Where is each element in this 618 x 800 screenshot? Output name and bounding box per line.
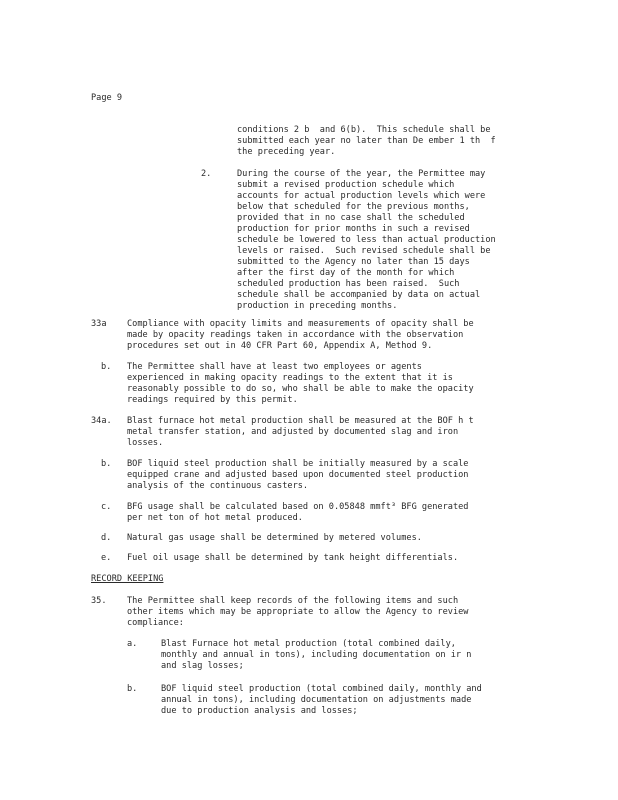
text-line: after the first day of the month for which	[237, 268, 455, 278]
item-label: a.	[127, 639, 138, 649]
text-line: accounts for actual production levels which were	[237, 191, 486, 201]
text-line: Natural gas usage shall be determined by metered volumes.	[127, 533, 422, 543]
text-line: annual in tons), including documentation on adjustments made	[161, 695, 472, 705]
text-line: compliance:	[127, 618, 184, 628]
text-line: readings required by this permit.	[127, 395, 298, 405]
text-line: conditions 2 b and 6(b). This schedule shall be	[237, 125, 491, 135]
text-line: analysis of the continuous casters.	[127, 481, 309, 491]
item-label: 34a.	[91, 416, 112, 426]
text-line: provided that in no case shall the scheduled	[237, 213, 465, 223]
text-line: reasonably possible to do so, who shall be able to make the opacity	[127, 384, 474, 394]
text-line: Blast furnace hot metal production shall be measured at the BOF h t	[127, 416, 474, 426]
text-line: production for prior months in such a revised	[237, 224, 470, 234]
text-line: BOF liquid steel production shall be initially measured by a scale	[127, 459, 469, 469]
item-label: b.	[101, 362, 112, 372]
item-label: d.	[101, 533, 112, 543]
text-line: metal transfer station, and adjusted by documented slag and iron	[127, 427, 459, 437]
text-line: and slag losses;	[161, 661, 244, 671]
text-line: The Permittee shall have at least two employees or agents	[127, 362, 422, 372]
text-line: the preceding year.	[237, 147, 336, 157]
item-label: 35.	[91, 596, 107, 606]
text-line: scheduled production has been raised. Such	[237, 279, 460, 289]
text-line: monthly and annual in tons), including documentation on ir n	[161, 650, 472, 660]
text-line: Blast Furnace hot metal production (total combined daily,	[161, 639, 456, 649]
text-line: made by opacity readings taken in accordance with the observation	[127, 330, 464, 340]
text-line: production in preceding months.	[237, 301, 398, 311]
text-line: Compliance with opacity limits and measurements of opacity shall be	[127, 319, 474, 329]
item-label: c.	[101, 502, 112, 512]
text-line: experienced in making opacity readings to the extent that it is	[127, 373, 453, 383]
text-line: Fuel oil usage shall be determined by tank height differentials.	[127, 553, 459, 563]
text-line: submitted to the Agency no later than 15 days	[237, 257, 470, 267]
text-line: schedule shall be accompanied by data on actual	[237, 290, 481, 300]
item-label: 2.	[201, 169, 212, 179]
text-line: schedule be lowered to less than actual production	[237, 235, 496, 245]
text-line: below that scheduled for the previous months,	[237, 202, 470, 212]
text-line: BOF liquid steel production (total combined daily, monthly and	[161, 684, 482, 694]
text-line: per net ton of hot metal produced.	[127, 513, 303, 523]
text-line: procedures set out in 40 CFR Part 60, Appendix A, Method 9.	[127, 341, 433, 351]
text-line: submitted each year no later than De ember 1 th f	[237, 136, 496, 146]
text-line: other items which may be appropriate to allow the Agency to review	[127, 607, 469, 617]
text-line: levels or raised. Such revised schedule shall be	[237, 246, 491, 256]
item-label: 33a	[91, 319, 107, 329]
text-line: The Permittee shall keep records of the following items and such	[127, 596, 459, 606]
item-label: b.	[101, 459, 112, 469]
text-line: due to production analysis and losses;	[161, 706, 358, 716]
item-label: e.	[101, 553, 112, 563]
section-heading: RECORD KEEPING	[91, 574, 164, 584]
text-line: During the course of the year, the Permittee may	[237, 169, 486, 179]
item-label: b.	[127, 684, 138, 694]
text-line: submit a revised production schedule which	[237, 180, 455, 190]
text-line: losses.	[127, 438, 164, 448]
page-number: Page 9	[91, 93, 123, 103]
text-line: BFG usage shall be calculated based on 0.05848 mmft³ BFG generated	[127, 502, 469, 512]
text-line: equipped crane and adjusted based upon documented steel production	[127, 470, 469, 480]
